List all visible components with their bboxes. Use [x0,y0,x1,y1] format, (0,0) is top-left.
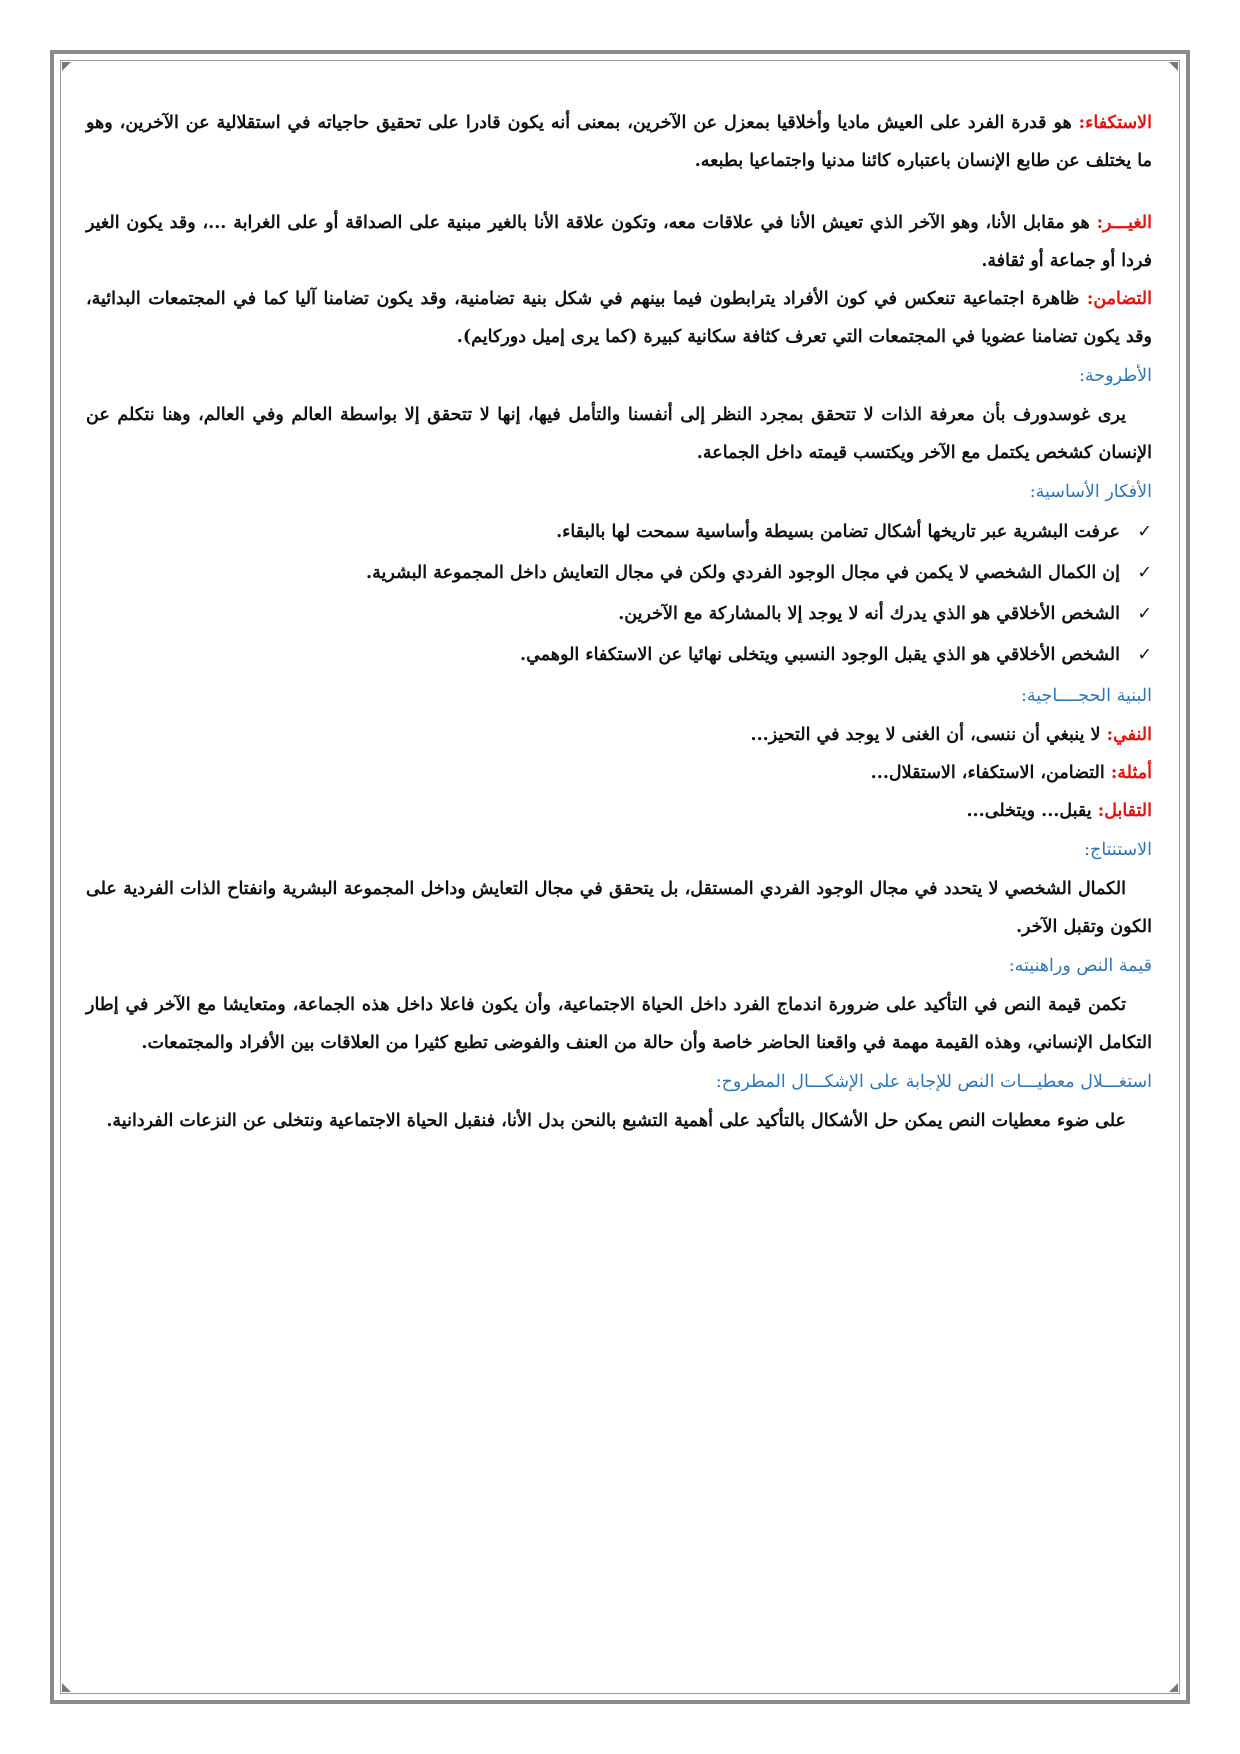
spacer [86,180,1152,204]
value-heading: قيمة النص وراهنيته: [1008,956,1152,976]
document-body [86,104,1152,1140]
argument-label: أمثلة: [1110,763,1152,783]
list-item-text: الشخص الأخلاقي هو الذي يقبل الوجود النسبي ويتخلى نهائيا عن الاستكفاء الوهمي. [520,645,1120,665]
checkmark-icon: ✓ [1137,645,1152,665]
conclusion-heading: الاستنتاج: [1084,840,1152,860]
main-ideas-list [86,512,1152,676]
definition-text: هو مقابل الأنا، وهو الآخر الذي تعيش الأنا في علاقات معه، وتكون علاقة الأنا بالغير مبنية على الصداقة أو على الغرابة ...، وقد يكون الغير فردا أو جماعة أو ثقافة. [86,213,1152,271]
argument-negation [86,716,1152,754]
argument-contrast [86,792,1152,830]
corner-ornament [62,1683,71,1692]
term-label: الاستكفاء: [1078,113,1152,133]
argument-label: النفي: [1106,725,1152,745]
definition-text: ظاهرة اجتماعية تنعكس في كون الأفراد يترابطون فيما بينهم في شكل بنية تضامنية، وقد يكون تضامنا آليا كما في المجتمعات البدائية، وقد يكون تضامنا عضويا في المجتمعات التي تعرف كثافة سكانية كبيرة (كما يرى إميل دوركايم). [86,289,1152,347]
checkmark-icon: ✓ [1137,604,1152,624]
definition-text: هو قدرة الفرد على العيش ماديا وأخلاقيا بمعزل عن الآخرين، بمعنى أنه يكون قادرا على تحقيق حاجياته في استقلالية عن الآخرين، وهو ما يختلف عن طابع الإنسان باعتباره كائنا مدنيا واجتماعيا بطبعه. [86,113,1152,171]
checkmark-icon: ✓ [1137,522,1152,542]
conclusion-text: الكمال الشخصي لا يتحدد في مجال الوجود الفردي المستقل، بل يتحقق في مجال التعايش وداخل المجموعة البشرية وانفتاح الذات الفردية على الكون وتقبل الآخر. [86,879,1152,937]
list-item-text: إن الكمال الشخصي لا يكمن في مجال الوجود الفردي ولكن في مجال التعايش داخل المجموعة البشرية. [366,563,1120,583]
list-item [86,512,1152,553]
thesis-text: يرى غوسدورف بأن معرفة الذات لا تتحقق بمجرد النظر إلى أنفسنا والتأمل فيها، إنها لا تتحقق إلا بواسطة العالم وفي العالم، وهنا نتكلم عن الإنسان كشخص يكتمل مع الآخر ويكتسب قيمته داخل الجماعة. [86,405,1152,463]
argument-label: التقابل: [1097,801,1152,821]
list-item [86,553,1152,594]
definition-ghayr [86,204,1152,280]
list-item [86,635,1152,676]
list-item-text: الشخص الأخلاقي هو الذي يدرك أنه لا يوجد إلا بالمشاركة مع الآخرين. [618,604,1120,624]
corner-ornament [62,62,71,71]
argument-text: لا ينبغي أن ننسى، أن الغنى لا يوجد في التحيز... [750,725,1107,745]
main-ideas-heading: الأفكار الأساسية: [1029,482,1152,502]
checkmark-icon: ✓ [1137,563,1152,583]
list-item [86,594,1152,635]
argument-text: التضامن، الاستكفاء، الاستقلال... [870,763,1111,783]
exploitation-heading: استغـــلال معطيـــات النص للإجابة على الإشكـــال المطروح: [715,1072,1152,1092]
argument-examples [86,754,1152,792]
definition-tadamun [86,280,1152,356]
corner-ornament [1169,1683,1178,1692]
definition-istikfa [86,104,1152,180]
argument-text: يقبل... ويتخلى... [966,801,1098,821]
list-item-text: عرفت البشرية عبر تاريخها أشكال تضامن بسيطة وأساسية سمحت لها بالبقاء. [556,522,1120,542]
exploitation-text: على ضوء معطيات النص يمكن حل الأشكال بالتأكيد على أهمية التشبع بالنحن بدل الأنا، فنقبل الحياة الاجتماعية ونتخلى عن النزعات الفردانية. [106,1111,1126,1131]
term-label: التضامن: [1086,289,1152,309]
thesis-heading: الأطروحة: [1079,366,1152,386]
corner-ornament [1169,62,1178,71]
argument-heading: البنية الحجــــاجية: [1021,686,1152,706]
value-text: تكمن قيمة النص في التأكيد على ضرورة اندماج الفرد داخل الحياة الاجتماعية، وأن يكون فاعلا داخل هذه الجماعة، ومتعايشا مع الآخر في إطار التكامل الإنساني، وهذه القيمة مهمة في واقعنا الحاضر خاصة وأن حالة من العنف والفوضى تطبع كثيرا من العلاقات بين الأفراد والمجتمعات. [86,995,1152,1053]
term-label: الغيـــر: [1096,213,1152,233]
